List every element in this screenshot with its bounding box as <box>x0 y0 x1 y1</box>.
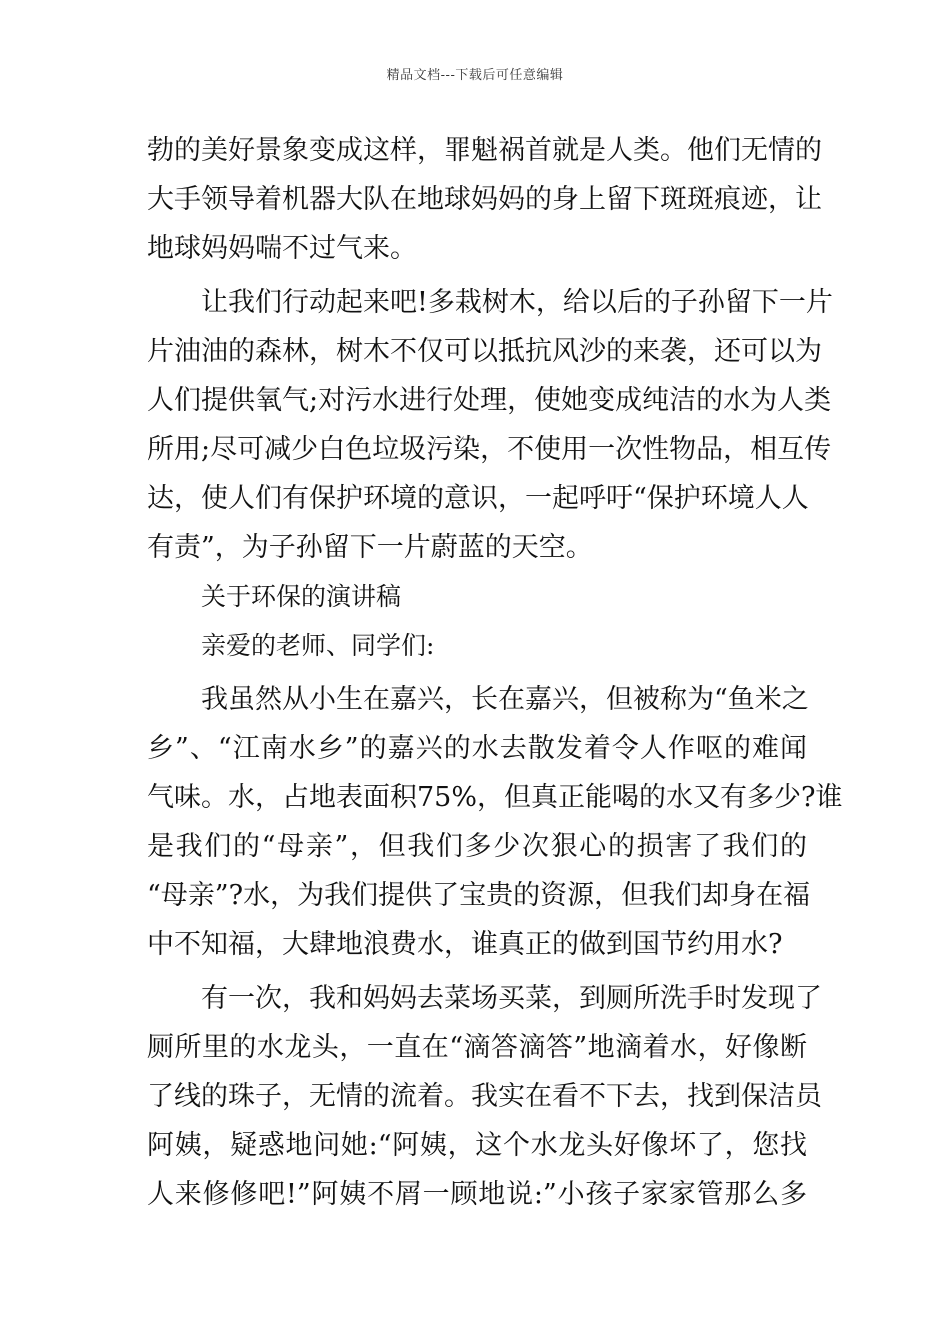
paragraph <box>147 974 822 1219</box>
text-line: 是我们的“母亲”，但我们多少次狠心的损害了我们的 <box>147 831 807 862</box>
text-line: 厕所里的水龙头，一直在“滴答滴答”地滴着水，好像断 <box>147 1032 807 1063</box>
text-line: 达，使人们有保护环境的意识，一起呼吁“保护环境人人 <box>147 483 809 514</box>
salutation <box>147 621 807 670</box>
text-line: 我虽然从小生在嘉兴，长在嘉兴，但被称为“鱼米之 <box>201 684 809 715</box>
text-line: 片油油的森林，树木不仅可以抵抗风沙的来袭，还可以为 <box>147 336 822 367</box>
text-line: 关于环保的演讲稿 <box>201 582 402 611</box>
text-line: “母亲”?水，为我们提供了宝贵的资源，但我们却身在福 <box>147 880 811 911</box>
text-line: 地球妈妈喘不过气来。 <box>147 233 417 264</box>
text-line: 了线的珠子，无情的流着。我实在看不下去，找到保洁员 <box>147 1081 822 1112</box>
text-line: 阿姨，疑惑地问她:“阿姨，这个水龙头好像坏了，您找 <box>147 1130 807 1161</box>
text-line: 有责”，为子孙留下一片蔚蓝的天空。 <box>147 532 593 563</box>
page-header: 精品文档---下载后可任意编辑 <box>386 68 564 83</box>
document-body <box>147 126 843 1219</box>
text-line: 人来修修吧!”阿姨不屑一顾地说:”小孩子家家管那么多 <box>147 1179 807 1210</box>
text-line: 让我们行动起来吧!多栽树木，给以后的子孙留下一片 <box>201 287 833 318</box>
text-line: 勃的美好景象变成这样，罪魁祸首就是人类。他们无情的 <box>147 135 822 166</box>
text-line: 中不知福，大肆地浪费水，谁真正的做到国节约用水? <box>147 929 783 960</box>
paragraph <box>147 126 822 273</box>
paragraph <box>147 278 833 572</box>
paragraph <box>147 675 843 969</box>
text-line: 所用;尽可减少白色垃圾污染，不使用一次性物品，相互传 <box>147 434 832 465</box>
text-line: 亲爱的老师、同学们: <box>201 631 435 660</box>
text-line: 气味。水，占地表面积75%，但真正能喝的水又有多少?谁 <box>147 782 843 813</box>
text-line: 乡”、“江南水乡”的嘉兴的水去散发着令人作呕的难闻 <box>147 733 807 764</box>
text-line: 大手领导着机器大队在地球妈妈的身上留下斑斑痕迹，让 <box>147 184 822 215</box>
section-title <box>147 572 807 621</box>
text-line: 人们提供氧气;对污水进行处理，使她变成纯洁的水为人类 <box>147 385 832 416</box>
text-line: 有一次，我和妈妈去菜场买菜，到厕所洗手时发现了 <box>201 983 822 1014</box>
